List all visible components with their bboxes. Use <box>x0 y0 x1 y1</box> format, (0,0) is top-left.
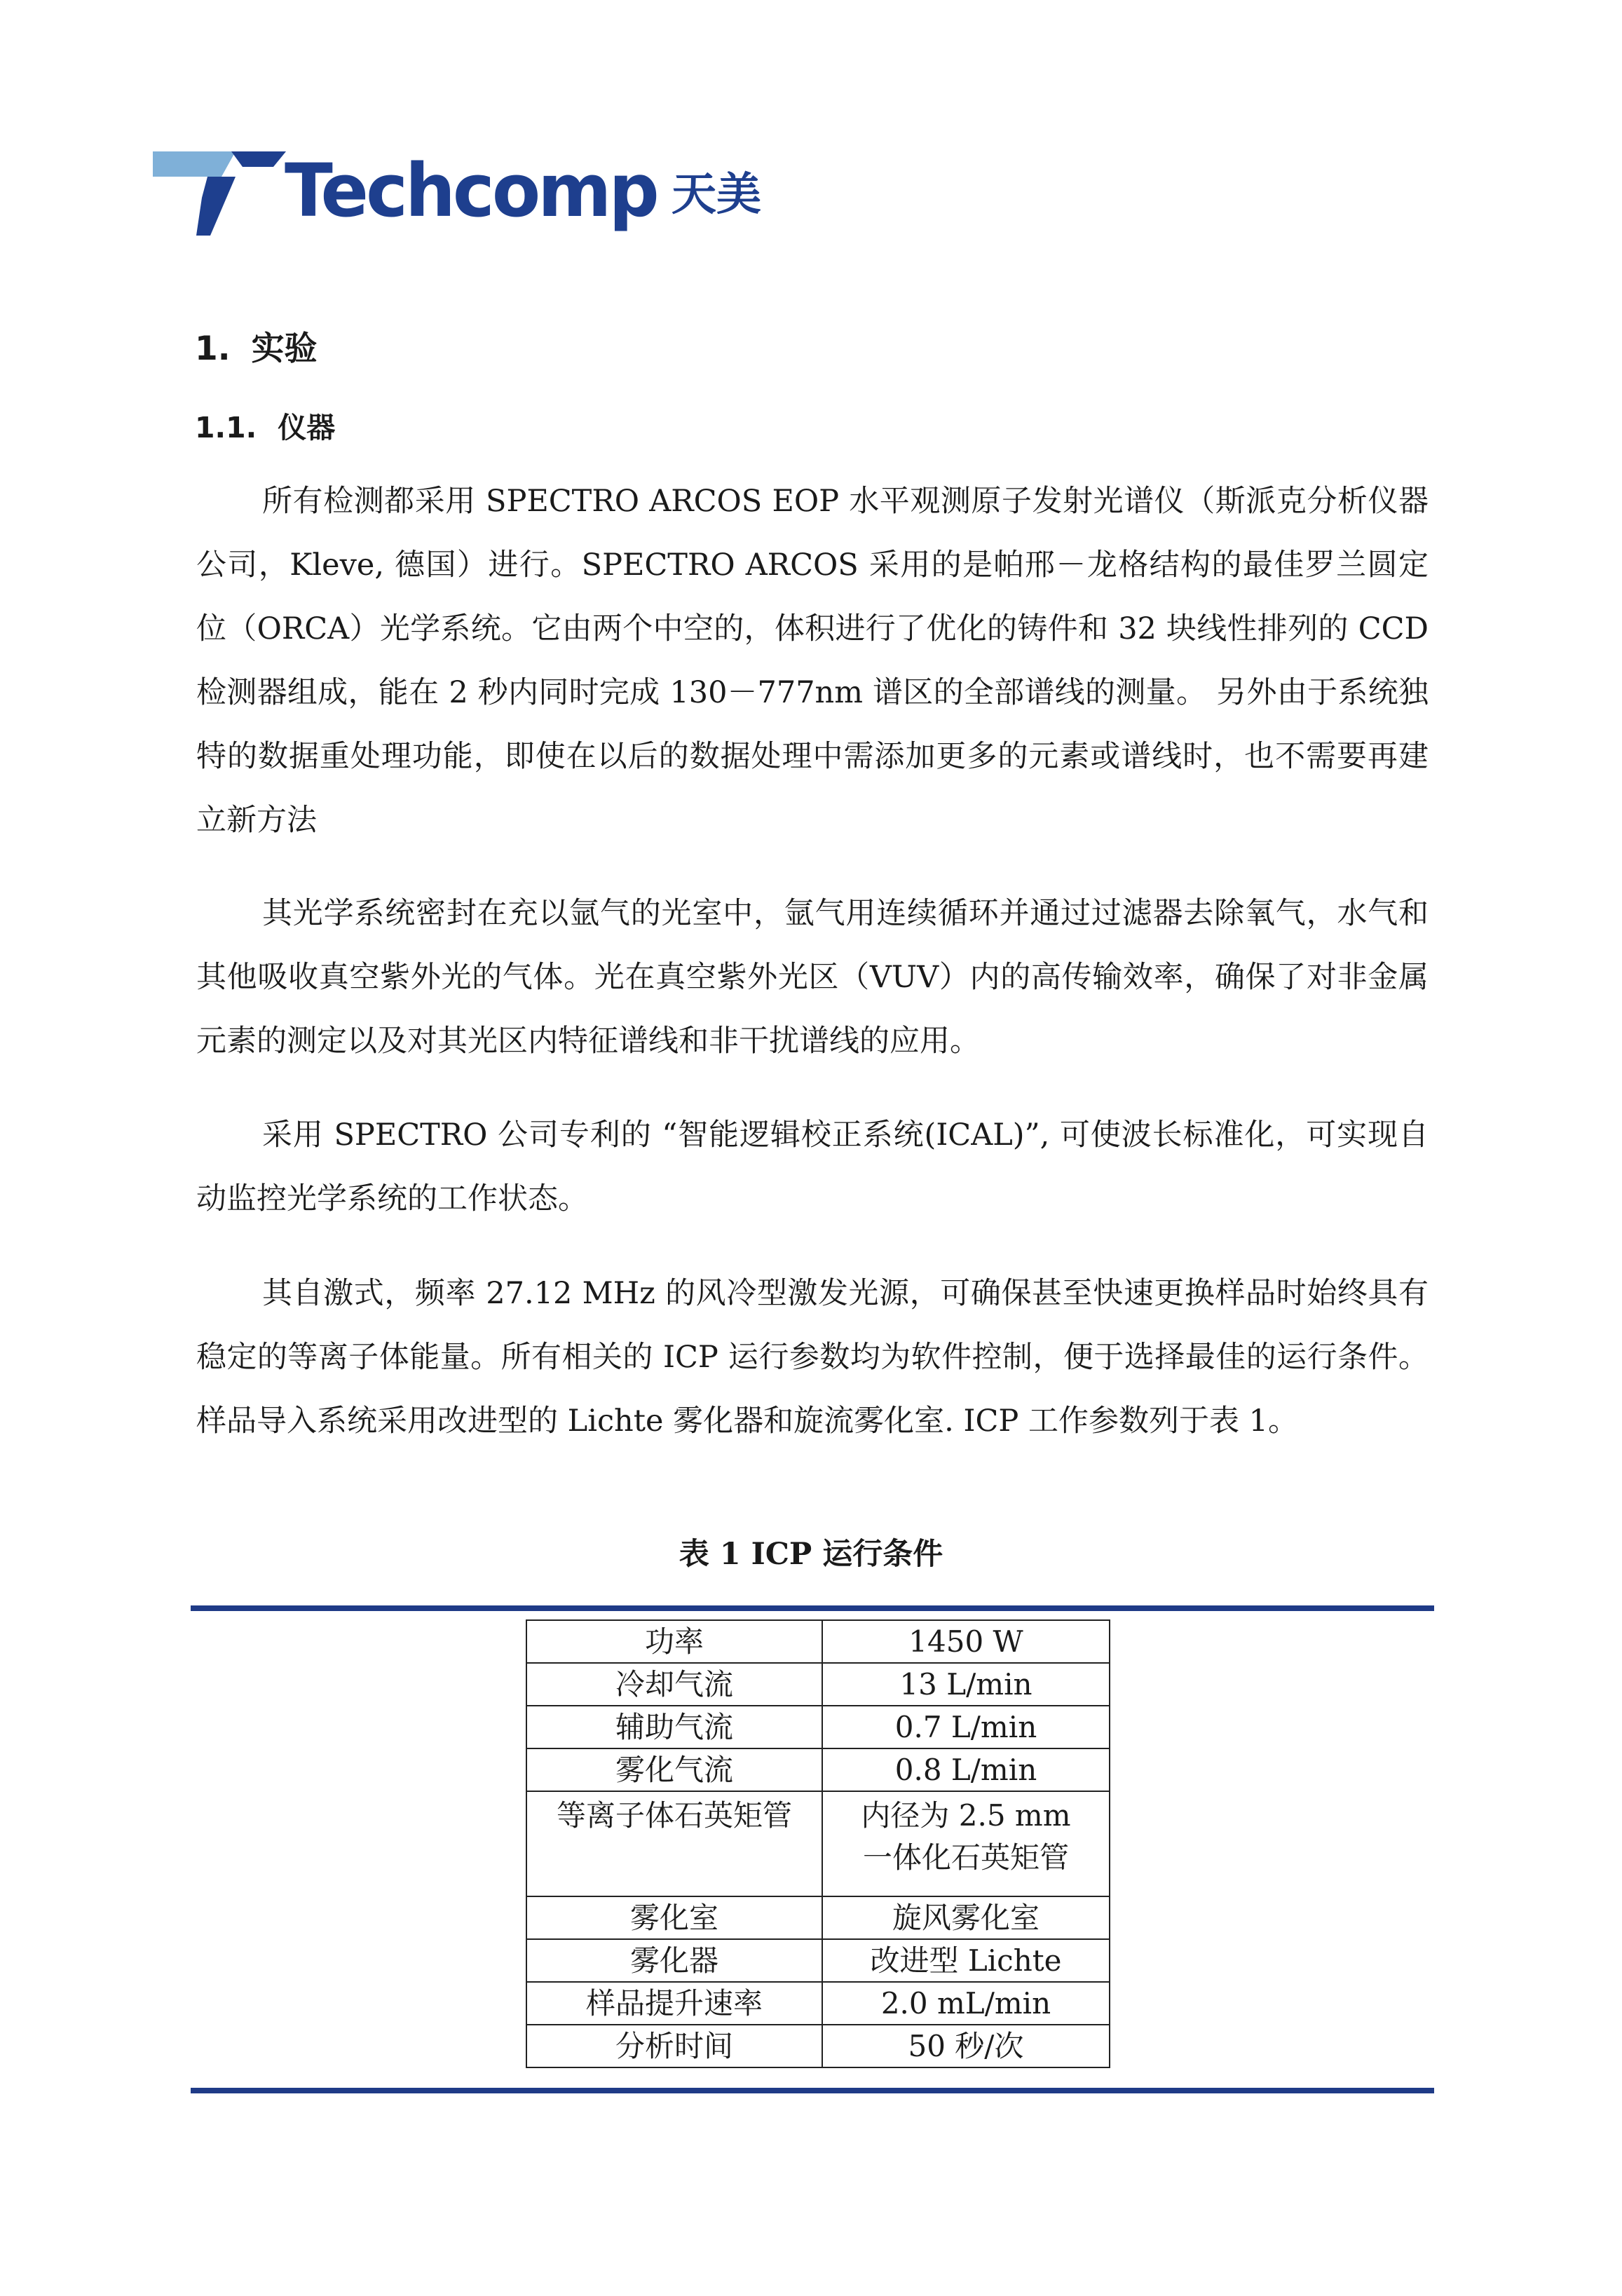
table-row <box>526 1620 1110 1663</box>
value-cell: 13 L/min <box>822 1663 1110 1706</box>
value-cell: 0.8 L/min <box>822 1748 1110 1791</box>
param-cell: 冷却气流 <box>526 1663 822 1706</box>
section-heading <box>195 330 318 368</box>
table-row <box>526 2025 1110 2067</box>
param-cell: 雾化室 <box>526 1896 822 1939</box>
param-cell: 雾化气流 <box>526 1748 822 1791</box>
param-cell: 分析时间 <box>526 2025 822 2067</box>
icp-conditions-table <box>526 1619 1110 2068</box>
paragraph-source: 其自激式，频率 27.12 MHz 的风冷型激发光源，可确保甚至快速更换样品时始终具有稳定的等离子体能量。所有相关的 ICP 运行参数均为软件控制，便于选择最佳的运行条件。样品导入系统采用改进型的 Lichte 雾化器和旋流雾化室. ICP 工作参数列于表 1。 <box>196 1276 1429 1439</box>
param-cell: 辅助气流 <box>526 1706 822 1748</box>
subsection-number: 1.1. <box>195 411 257 444</box>
section-title: 实验 <box>251 330 318 368</box>
param-cell: 功率 <box>526 1620 822 1663</box>
paragraph-optics: 其光学系统密封在充以氩气的光室中，氩气用连续循环并通过过滤器去除氧气，水气和其他吸收真空紫外光的气体。光在真空紫外光区（VUV）内的高传输效率，确保了对非金属元素的测定以及对其光区内特征谱线和非干扰谱线的应用。 <box>196 896 1429 1059</box>
value-cell: 旋风雾化室 <box>822 1896 1110 1939</box>
value-cell: 改进型 Lichte <box>822 1939 1110 1982</box>
param-cell: 雾化器 <box>526 1939 822 1982</box>
table-row <box>526 1896 1110 1939</box>
table-row <box>526 1982 1110 2025</box>
techcomp-logo-mark-icon <box>153 149 286 240</box>
table-row <box>526 1748 1110 1791</box>
table-row <box>526 1663 1110 1706</box>
value-line-1: 内径为 2.5 mm <box>861 1798 1071 1833</box>
subsection-heading <box>195 411 336 444</box>
table-row <box>526 1791 1110 1896</box>
table-row <box>526 1939 1110 1982</box>
paragraph-instrument: 所有检测都采用 SPECTRO ARCOS EOP 水平观测原子发射光谱仪（斯派克分析仪器公司，Kleve, 德国）进行。SPECTRO ARCOS 采用的是帕邢－龙格结构的最佳罗兰圆定位（ORCA）光学系统。它由两个中空的，体积进行了优化的铸件和 32 块线性排列的 CCD 检测器组成，能在 2 秒内同时完成 130－777nm 谱区的全部谱线的测量。 另外由于系统独特的数据重处理功能，即使在以后的数据处理中需添加更多的元素或谱线时，也不需要再建立新方法 <box>196 484 1429 838</box>
paragraph-ical: 采用 SPECTRO 公司专利的 “智能逻辑校正系统(ICAL)”, 可使波长标准化，可实现自动监控光学系统的工作状态。 <box>196 1118 1429 1216</box>
value-cell <box>822 1791 1110 1896</box>
table-bottom-rule <box>191 2088 1434 2093</box>
subsection-title: 仪器 <box>278 411 336 444</box>
logo-wordmark: Techcomp <box>285 148 657 233</box>
value-cell: 0.7 L/min <box>822 1706 1110 1748</box>
value-cell: 1450 W <box>822 1620 1110 1663</box>
value-cell: 2.0 mL/min <box>822 1982 1110 2025</box>
value-cell: 50 秒/次 <box>822 2025 1110 2067</box>
param-cell: 样品提升速率 <box>526 1982 822 2025</box>
table-row <box>526 1706 1110 1748</box>
section-number: 1. <box>195 330 231 368</box>
table-caption: 表 1 ICP 运行条件 <box>679 1537 943 1572</box>
value-line-2: 一体化石英矩管 <box>862 1840 1069 1875</box>
logo-chinese-name: 天美 <box>672 169 761 221</box>
table-top-rule <box>191 1605 1434 1611</box>
param-cell: 等离子体石英矩管 <box>526 1791 822 1896</box>
